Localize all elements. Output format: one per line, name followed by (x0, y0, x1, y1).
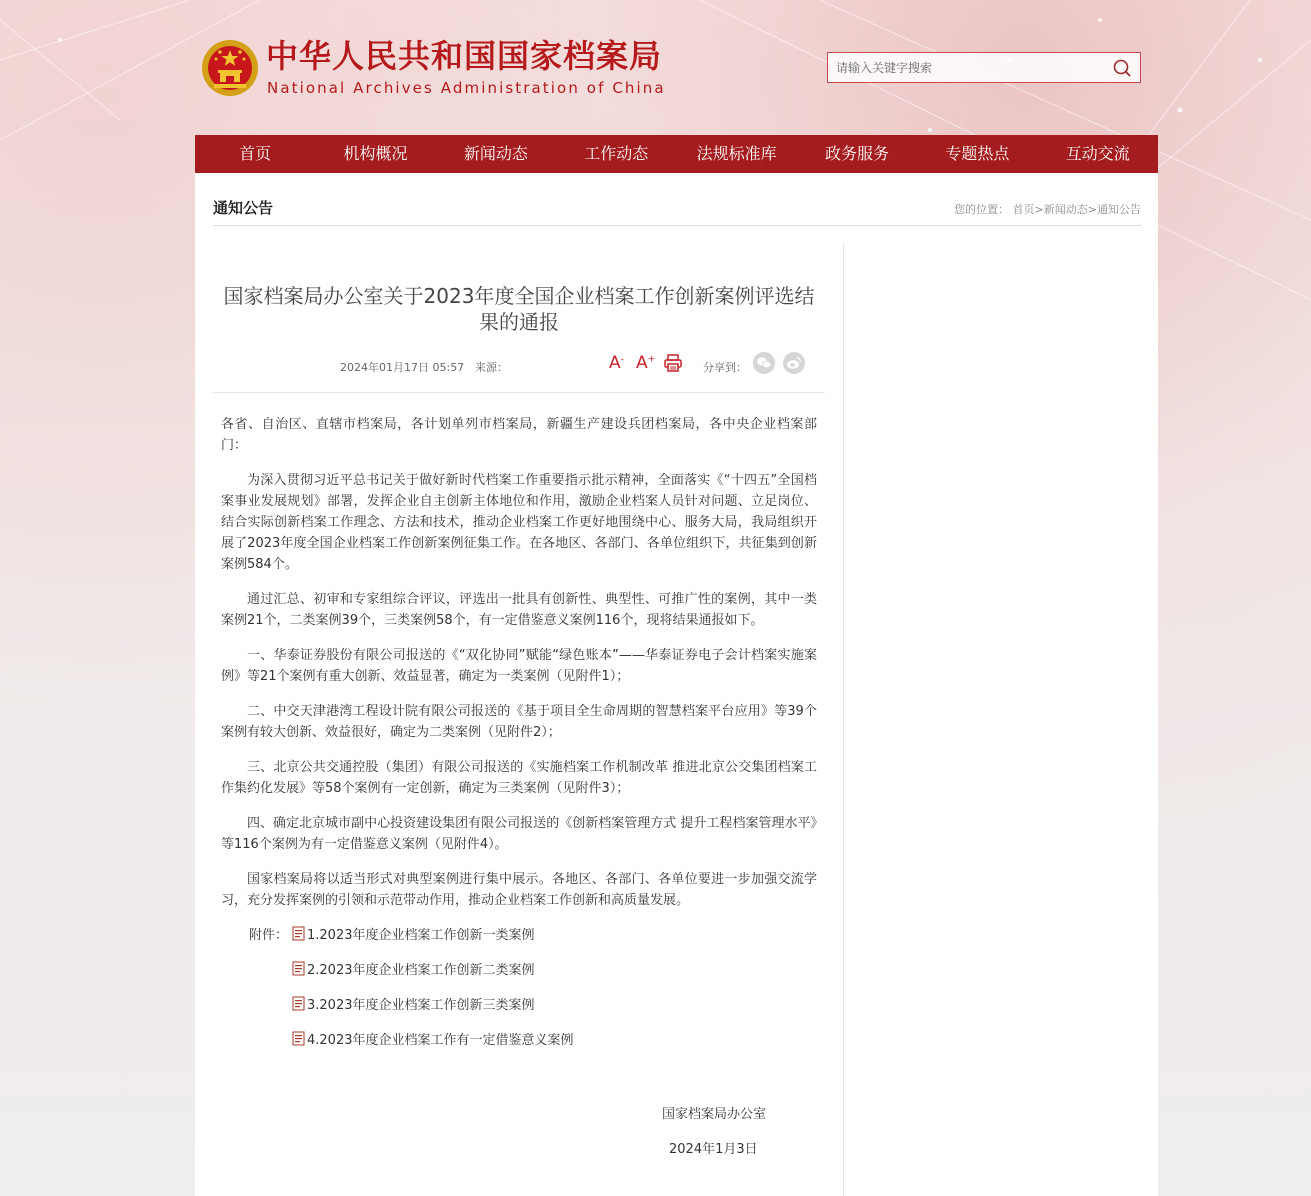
share-label: 分享到： (703, 361, 747, 374)
paragraph: 二、中交天津港湾工程设计院有限公司报送的《基于项目全生命周期的智慧档案平台应用》等39个案例有较大创新、效益很好，确定为二类案例（见附件2）； (221, 704, 817, 740)
publish-date: 2024年01月17日 05:57 (340, 361, 465, 374)
font-decrease-glyph: A (609, 353, 621, 373)
paragraph: 四、确定北京城市副中心投资建设集团有限公司报送的《创新档案管理方式 提升工程档案管理水平》等116个案例为有一定借鉴意义案例（见附件4）。 (221, 816, 817, 852)
search-icon[interactable] (1112, 58, 1132, 78)
attachment-link[interactable] (292, 995, 535, 1016)
paragraph: 国家档案局将以适当形式对典型案例进行集中展示。各地区、各部门、各单位要进一步加强交流学习，充分发挥案例的引领和示范带动作用，推动企业档案工作创新和高质量发展。 (221, 872, 817, 908)
nav-item-news[interactable]: 新闻动态 (463, 144, 528, 163)
content-panel (195, 173, 1158, 1196)
breadcrumb-prefix: 您的位置： (954, 203, 1010, 216)
attachment-title: 1.2023年度企业档案工作创新一类案例 (307, 928, 535, 943)
section-title: 通知公告 (213, 199, 274, 217)
column-divider (843, 243, 844, 1196)
source-label: 来源： (475, 361, 508, 374)
nav-item-home[interactable]: 首页 (239, 144, 272, 163)
article (213, 243, 825, 1175)
article-title: 国家档案局办公室关于2023年度全国企业档案工作创新案例评选结果的通报 (223, 284, 815, 334)
pdf-icon (292, 961, 306, 976)
site-title-chinese[interactable]: 中华人民共和国国家档案局 (266, 37, 663, 75)
article-body (213, 393, 825, 1175)
search-input[interactable] (828, 53, 1108, 82)
search-box (827, 52, 1141, 83)
attachment-row (221, 995, 817, 1030)
print-icon[interactable] (663, 353, 683, 373)
pdf-icon (292, 996, 306, 1011)
attachment-row (221, 925, 817, 960)
paragraph: 一、华泰证券股份有限公司报送的《“双化协同”赋能“绿色账本”——华泰证券电子会计档案实施案例》等21个案例有重大创新、效益显著，确定为一类案例（见附件1）； (221, 648, 817, 684)
breadcrumb-path[interactable]: 首页>新闻动态>通知公告 (1012, 203, 1141, 216)
breadcrumb (954, 201, 1141, 217)
signature-block (221, 1095, 817, 1175)
nav-item-topics[interactable]: 专题热点 (945, 144, 1010, 163)
national-emblem-logo[interactable] (200, 38, 260, 98)
attachment-link[interactable] (292, 925, 535, 946)
attachment-link[interactable] (292, 1030, 574, 1051)
nav-item-work[interactable]: 工作动态 (584, 144, 649, 163)
attachments-list (221, 925, 817, 1065)
section-header (213, 173, 1141, 226)
attachment-title: 2.2023年度企业档案工作创新二类案例 (307, 963, 535, 978)
nav-item-services[interactable]: 政务服务 (825, 144, 890, 163)
paragraph: 为深入贯彻习近平总书记关于做好新时代档案工作重要指示批示精神，全面落实《“十四五”全国档案事业发展规划》部署，发挥企业自主创新主体地位和作用，激励企业档案人员针对问题、立足岗位、结合实际创新档案工作理念、方法和技术，推动企业档案工作更好地围绕中心、服务大局，我局组织开展了2023年度全国企业档案工作创新案例征集工作。在各地区、各部门、各单位组织下，共征集到创新案例584个。 (221, 473, 817, 572)
font-decrease-button[interactable] (609, 353, 624, 373)
pdf-icon (292, 1031, 306, 1046)
font-increase-glyph: A (636, 353, 648, 373)
attachment-title: 3.2023年度企业档案工作创新三类案例 (307, 998, 535, 1013)
signature-organization: 国家档案局办公室 (662, 1107, 767, 1122)
paragraph: 三、北京公共交通控股（集团）有限公司报送的《实施档案工作机制改革 推进北京公交集团档案工作集约化发展》等58个案例有一定创新，确定为三类案例（见附件3）； (221, 760, 817, 796)
nav-item-interaction[interactable]: 互动交流 (1065, 144, 1130, 163)
weibo-share-icon[interactable] (783, 352, 805, 374)
attachment-title: 4.2023年度企业档案工作有一定借鉴意义案例 (307, 1033, 574, 1048)
article-meta (213, 335, 825, 393)
salutation: 各省、自治区、直辖市档案局，各计划单列市档案局，新疆生产建设兵团档案局，各中央企业档案部门： (221, 417, 817, 453)
attachment-row (221, 960, 817, 995)
attachment-row (221, 1030, 817, 1065)
font-decrease-sign: - (620, 354, 624, 365)
attachments-label: 附件： (249, 928, 289, 943)
pdf-icon (292, 926, 306, 941)
nav-item-regulations[interactable]: 法规标准库 (696, 144, 777, 163)
font-increase-sign: + (647, 354, 656, 365)
nav-item-about[interactable]: 机构概况 (343, 144, 408, 163)
main-nav (195, 135, 1158, 173)
font-increase-button[interactable] (636, 353, 655, 373)
paragraph: 通过汇总、初审和专家组综合评议，评选出一批具有创新性、典型性、可推广性的案例，其中一类案例21个，二类案例39个，三类案例58个，有一定借鉴意义案例116个，现将结果通报如下。 (221, 592, 817, 628)
signature-date: 2024年1月3日 (669, 1142, 758, 1157)
site-title-english[interactable]: National Archives Administration of China (267, 79, 666, 97)
wechat-share-icon[interactable] (753, 352, 775, 374)
attachment-link[interactable] (292, 960, 535, 981)
